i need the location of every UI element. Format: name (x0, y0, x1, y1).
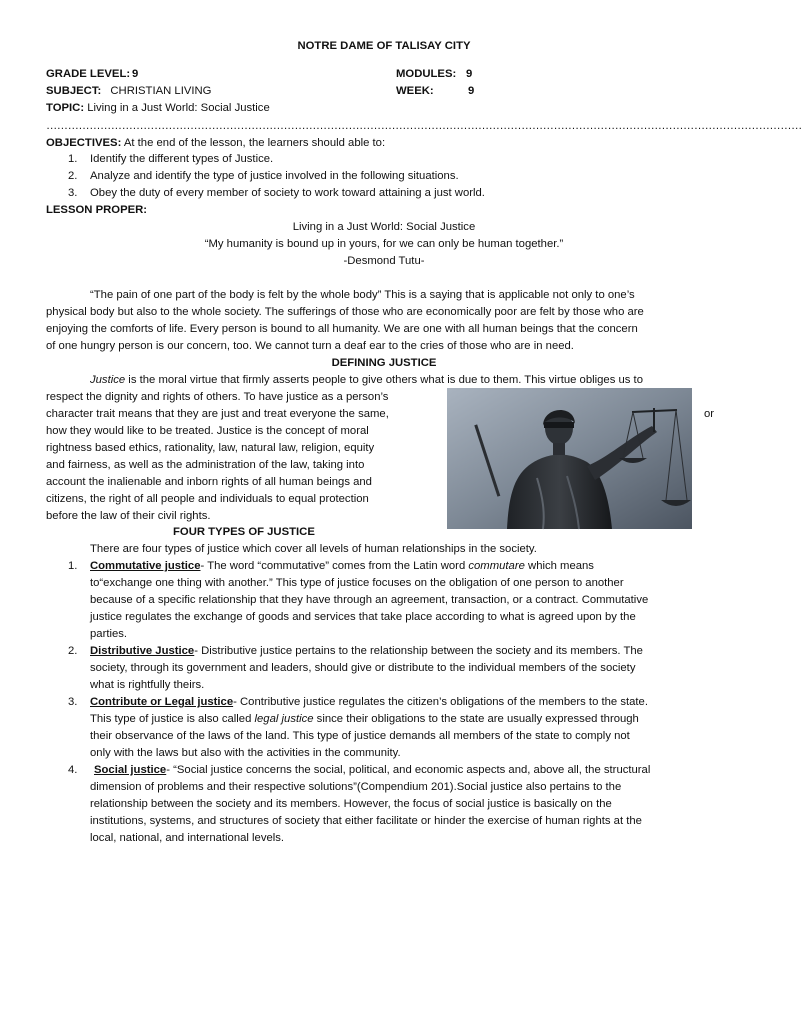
lady-justice-image (447, 388, 692, 529)
type-number: 2. (68, 645, 78, 657)
defining-first-line-rest: is the moral virtue that firmly asserts people to give others what is due to them. This virtue obliges us to (125, 374, 643, 386)
grade-level-value: 9 (132, 68, 139, 80)
type-line: justice regulates the exchange of goods and services that take place according to what is agreed upon by the (90, 611, 636, 623)
subject-value: CHRISTIAN LIVING (110, 85, 212, 97)
type-line: dimension of problems and their respective solutions”(Compendium 201).Social justice also pertains to the (90, 781, 622, 793)
type-term: Social justice (94, 764, 167, 776)
objective-number: 2. (68, 170, 78, 182)
modules-label: MODULES: (396, 68, 457, 80)
type-item-first-line (90, 694, 648, 711)
four-types-intro: There are four types of justice which cover all levels of human relationships in the society. (90, 543, 537, 555)
defining-line: citizens, the right of all people and individuals to equal protection (46, 493, 369, 505)
objective-number: 3. (68, 187, 78, 199)
defining-line: rightness based ethics, rationality, law, natural law, religion, equity (46, 442, 375, 454)
type-latin-word: commutare (468, 560, 525, 572)
intro-line: enjoying the comforts of life. Every person is bound to all humanity. We are one with all human beings that the concern (46, 323, 638, 335)
type-term: Contribute or Legal justice (90, 696, 234, 708)
divider-dots: ………………………………………………………………………………………………………………………………………………………………………………………… (46, 120, 802, 132)
type-line: only with the laws but also with the activities in the community. (90, 747, 401, 759)
lesson-quote: “My humanity is bound up in yours, for we can only be human together.” (204, 238, 564, 250)
topic-label: TOPIC: (46, 102, 85, 114)
intro-line: physical body but also to the whole society. The sufferings of those who are economically poor are felt by those who are (46, 306, 644, 318)
objective-item: Analyze and identify the type of justice involved in the following situations. (90, 170, 459, 182)
defining-line: how they would like to be treated. Justice is the concept of moral (46, 425, 369, 437)
objectives-intro: At the end of the lesson, the learners should able to: (123, 137, 386, 149)
type-line-with-italic (90, 711, 639, 728)
type-text: This type of justice is also called (90, 713, 255, 725)
objective-item: Obey the duty of every member of society to work toward attaining a just world. (90, 187, 485, 199)
defining-line: respect the dignity and rights of others. To have justice as a person’s (46, 391, 389, 403)
type-text: - Contributive justice regulates the citizen’s obligations of the members to the state. (233, 696, 648, 708)
type-line: to“exchange one thing with another.” This type of justice focuses on the obligation of one person to another (90, 577, 624, 589)
objective-number: 1. (68, 153, 78, 165)
type-line: parties. (90, 628, 128, 640)
objective-item: Identify the different types of Justice. (90, 153, 274, 165)
defining-justice-heading: DEFINING JUSTICE (331, 357, 437, 369)
defining-or-word: or (704, 408, 715, 420)
type-number: 3. (68, 696, 78, 708)
quote-author: -Desmond Tutu- (343, 255, 425, 267)
type-text: - Distributive justice pertains to the relationship between the society and its members. The (194, 645, 643, 657)
objectives-label: OBJECTIVES: (46, 137, 122, 149)
type-line: local, national, and international levels. (90, 832, 285, 844)
type-line: institutions, systems, and structures of society that either facilitate or hinder the exercise of human rights at the (90, 815, 642, 827)
type-number: 4. (68, 764, 78, 776)
type-term: Distributive Justice (90, 645, 195, 657)
legal-justice-term: legal justice (254, 713, 314, 725)
type-line: society, through its government and leaders, should give or distribute to the individual members of the society (90, 662, 636, 674)
subject-label: SUBJECT: (46, 85, 102, 97)
grade-level-label: GRADE LEVEL: (46, 68, 131, 80)
modules-value: 9 (466, 68, 473, 80)
defining-line: account the inalienable and inborn rights of all human beings and (46, 476, 372, 488)
defining-line: and fairness, as well as the administration of the law, taking into (46, 459, 365, 471)
intro-line: of one hungry person is our concern, too. We cannot turn a deaf ear to the cries of those who are in need. (46, 340, 574, 352)
type-text: - The word “commutative” comes from the Latin word (200, 560, 469, 572)
type-text: - “Social justice concerns the social, political, and economic aspects and, above all, the structural (166, 764, 651, 776)
type-line: relationship between the society and its members. However, the focus of social justice is basically on the (90, 798, 612, 810)
subject-row (46, 83, 211, 100)
type-line: their observance of the laws of the land. This type of justice demands all members of the state to comply not (90, 730, 630, 742)
type-number: 1. (68, 560, 78, 572)
justice-term: Justice (90, 374, 126, 386)
defining-line: character trait means that they are just and treat everyone the same, (46, 408, 389, 420)
type-text: since their obligations to the state are usually expressed through (313, 713, 639, 725)
type-item-first-line (90, 643, 643, 660)
type-text: which means (524, 560, 594, 572)
type-item-first-line (90, 558, 594, 575)
school-name: NOTRE DAME OF TALISAY CITY (297, 40, 471, 52)
topic-value: Living in a Just World: Social Justice (87, 102, 270, 114)
lady-justice-illustration (447, 388, 692, 529)
four-types-heading: FOUR TYPES OF JUSTICE (173, 526, 315, 538)
objectives-row (46, 135, 385, 152)
defining-first-line (90, 372, 643, 389)
type-term: Commutative justice (90, 560, 201, 572)
intro-line: “The pain of one part of the body is felt by the whole body” This is a saying that is applicable not only to one’s (90, 289, 635, 301)
topic-row (46, 100, 270, 117)
type-line: because of a specific relationship that they have through an agreement, transaction, or a contract. Commutative (90, 594, 649, 606)
week-value: 9 (468, 85, 475, 97)
week-label: WEEK: (396, 85, 434, 97)
type-line: what is rightfully theirs. (90, 679, 205, 691)
type-item-first-line (94, 762, 650, 779)
lesson-proper-label: LESSON PROPER: (46, 204, 148, 216)
lesson-title: Living in a Just World: Social Justice (292, 221, 476, 233)
defining-line: before the law of their civil rights. (46, 510, 211, 522)
